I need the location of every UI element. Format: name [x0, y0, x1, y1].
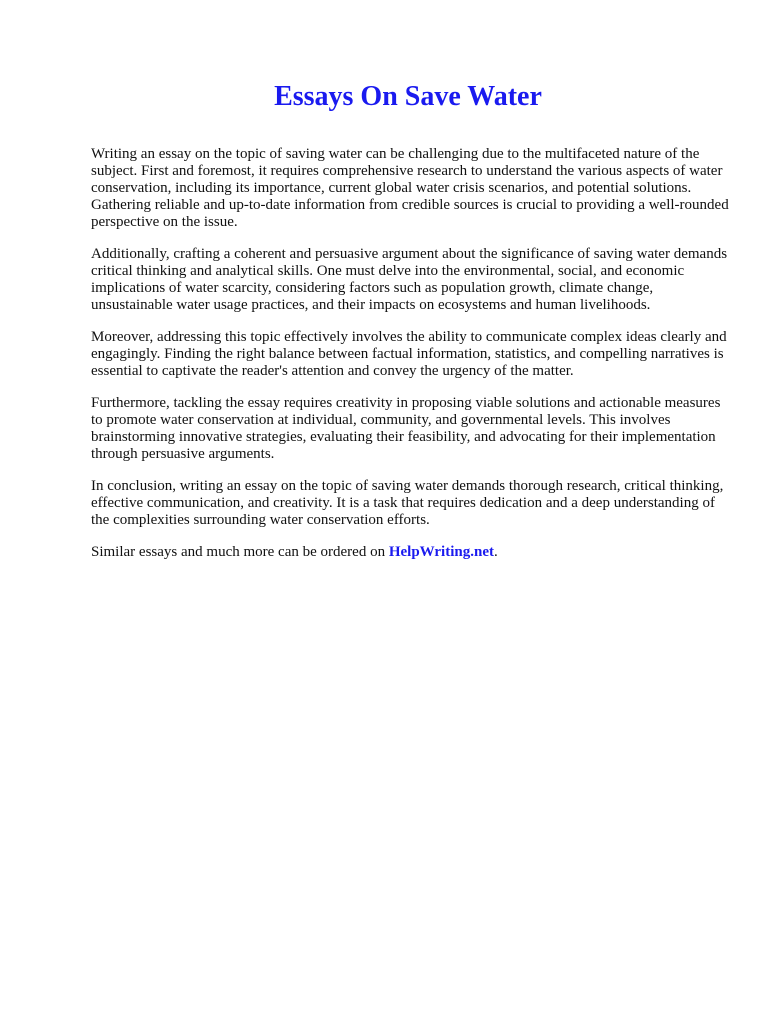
paragraph-4: Furthermore, tackling the essay requires creativity in proposing viable solutions and actionable measures to promote water conservation at individual, community, and governmental levels. This involves brainstorming innovative strategies, evaluating their feasibility, and advocating for their implementation through persuasive arguments. [91, 395, 721, 462]
paragraph-3: Moreover, addressing this topic effectively involves the ability to communicate complex ideas clearly and engagingly. Finding the right balance between factual information, statistics, and compelling narratives is essential to captivate the reader's attention and convey the urgency of the matter. [91, 329, 727, 379]
paragraph-5: In conclusion, writing an essay on the topic of saving water demands thorough research, critical thinking, effective communication, and creativity. It is a task that requires dedication and a deep understanding of the complexities surrounding water conservation efforts. [91, 478, 724, 528]
footer-suffix: . [493, 544, 498, 560]
helpwriting-link[interactable]: HelpWriting.net [388, 544, 494, 560]
paragraph-1: Writing an essay on the topic of saving water can be challenging due to the multifaceted nature of the subject. First and foremost, it requires comprehensive research to understand the various aspects of water conservation, including its importance, current global water crisis scenarios, and potential solutions. Gathering reliable and up-to-date information from credible sources is crucial to providing a well-rounded perspective on the issue. [91, 146, 729, 230]
footer-line [91, 544, 731, 561]
document-body [91, 146, 731, 561]
footer-prefix: Similar essays and much more can be ordered on [91, 544, 389, 560]
document-title: Essays On Save Water [274, 81, 542, 112]
paragraph-2: Additionally, crafting a coherent and persuasive argument about the significance of saving water demands critical thinking and analytical skills. One must delve into the environmental, social, and economic implications of water scarcity, considering factors such as population growth, climate change, unsustainable water usage practices, and their impacts on ecosystems and human livelihoods. [91, 246, 728, 313]
